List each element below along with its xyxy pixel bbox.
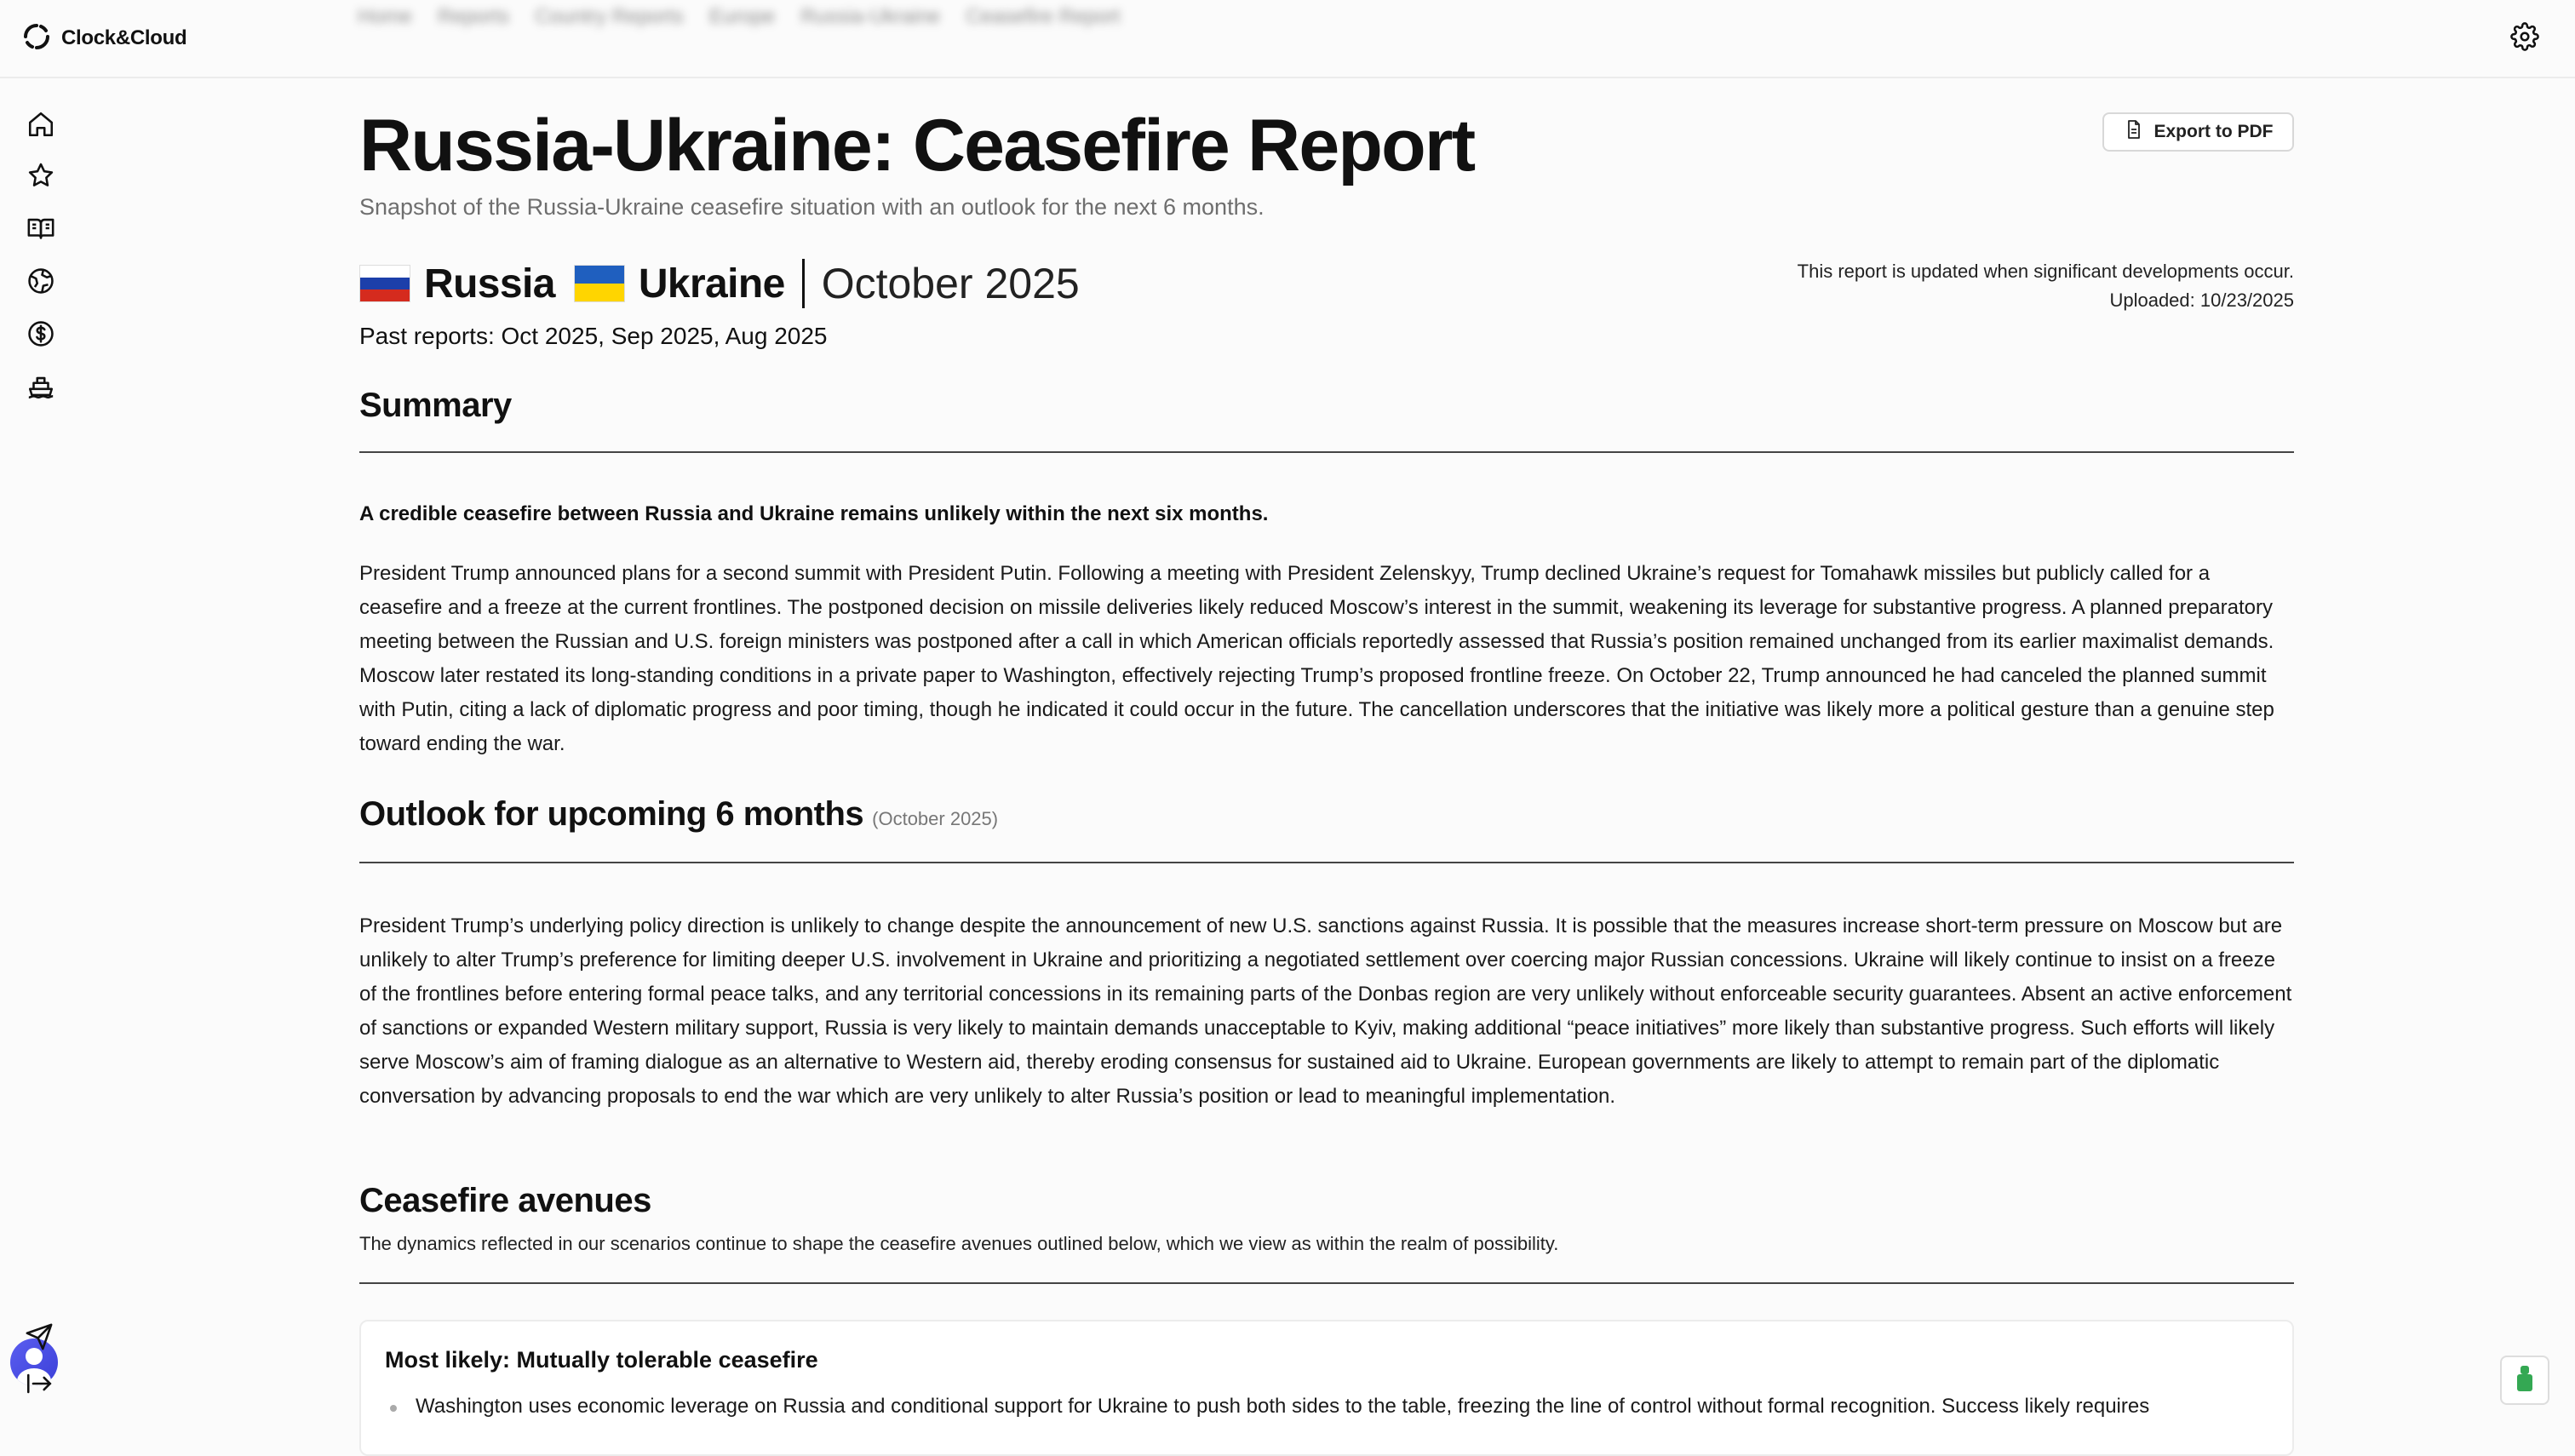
sidebar-item-library[interactable] bbox=[24, 213, 58, 247]
breadcrumb-item[interactable]: Russia-Ukraine bbox=[800, 5, 941, 28]
sidebar bbox=[0, 78, 82, 1430]
divider bbox=[359, 451, 2294, 453]
send-button[interactable] bbox=[22, 1321, 56, 1356]
sidebar-item-global[interactable] bbox=[24, 266, 58, 300]
outlook-title: Outlook for upcoming 6 months bbox=[359, 795, 864, 833]
book-icon bbox=[26, 214, 55, 247]
outlook-date: (October 2025) bbox=[872, 808, 999, 829]
breadcrumb-item: Ceasefire Report bbox=[966, 5, 1121, 28]
country-russia: Russia bbox=[424, 261, 555, 307]
export-pdf-label: Export to PDF bbox=[2153, 122, 2274, 141]
brand[interactable] bbox=[22, 23, 186, 54]
brand-name: Clock&Cloud bbox=[61, 26, 187, 49]
flag-russia-icon bbox=[359, 265, 410, 302]
outlook-heading bbox=[359, 795, 998, 834]
home-icon bbox=[26, 110, 55, 143]
summary-lead: A credible ceasefire between Russia and Ukraine remains unlikely within the next six months. bbox=[359, 502, 1269, 525]
breadcrumb-item[interactable]: Reports bbox=[438, 5, 510, 28]
ship-icon bbox=[26, 372, 55, 405]
avenues-note: The dynamics reflected in our scenarios continue to shape the ceasefire avenues outlined below, which we view as within the realm of possibility. bbox=[359, 1233, 1559, 1254]
sidebar-item-shipping[interactable] bbox=[24, 371, 58, 405]
sidebar-item-finance[interactable] bbox=[24, 318, 58, 353]
star-icon bbox=[26, 161, 55, 194]
upload-date: Uploaded: 10/23/2025 bbox=[2109, 289, 2294, 311]
page-subtitle: Snapshot of the Russia-Ukraine ceasefire situation with an outlook for the next 6 months. bbox=[359, 194, 1265, 220]
export-pdf-button[interactable] bbox=[2102, 112, 2294, 152]
document-icon bbox=[2124, 119, 2144, 145]
breadcrumb bbox=[358, 5, 1121, 29]
globe-icon bbox=[26, 267, 55, 300]
feedback-button[interactable] bbox=[2500, 1356, 2549, 1405]
logout-icon bbox=[25, 1369, 54, 1402]
gear-icon bbox=[2510, 22, 2539, 55]
update-note: This report is updated when significant developments occur. bbox=[1797, 261, 2294, 282]
logo-icon bbox=[22, 22, 51, 55]
outlook-body: President Trump’s underlying policy direction is unlikely to change despite the announcement of new U.S. sanctions against Russia. It is possible that the measures increase short-term pressure on Moscow but are unlikely to alter Trump’s preference for limiting deeper U.S. involvement in Ukraine and prioritizing a negotiated settlement over coercing major Russian concessions. Ukraine will likely continue to insist on a freeze of the frontlines before entering formal peace talks, and any territorial concessions in its remaining parts of the Donbas region are very unlikely without enforceable security guarantees. Absent an active enforcement of sanctions or expanded Western military support, Russia is very likely to maintain demands unacceptable to Kyiv, making additional “peace initiatives” more likely than substantive progress. Such efforts will likely serve Moscow’s aim of framing dialogue as an alternative to Western aid, thereby eroding consensus for sustained aid to Ukraine. European governments are likely to attempt to remain part of the diplomatic conversation by advancing proposals to end the war which are very unlikely to alter Russia’s position or lead to meaningful implementation. bbox=[359, 914, 2292, 1108]
breadcrumb-item[interactable]: Home bbox=[358, 5, 413, 28]
divider bbox=[359, 1282, 2294, 1284]
report-month: October 2025 bbox=[821, 260, 1080, 307]
past-reports: Past reports: Oct 2025, Sep 2025, Aug 2025 bbox=[359, 323, 828, 349]
summary-body: President Trump announced plans for a second summit with President Putin. Following a meeting with President Zelenskyy, Trump declined Ukraine’s request for Tomahawk missiles but publicly called for a ceasefire and a freeze at the current frontlines. The postponed decision on missile deliveries likely reduced Moscow’s interest in the summit, weakening its leverage for substantive progress. A planned preparatory meeting between the Russian and U.S. foreign ministers was postponed after a call in which American officials reportedly assessed that Russia’s position remained unchanged from its earlier maximalist demands. Moscow later restated its long-standing conditions in a private paper to Washington, effectively rejecting Trump’s proposed frontline freeze. On October 22, Trump announced he had canceled the planned summit with Putin, citing a lack of diplomatic progress and poor timing, though he indicated it could occur in the future. The cancellation underscores that the initiative was likely more a political gesture than a genuine step toward ending the war. bbox=[359, 562, 2274, 755]
breadcrumb-item[interactable]: Country Reports bbox=[535, 5, 684, 28]
breadcrumb-item[interactable]: Europe bbox=[708, 5, 776, 28]
settings-button[interactable] bbox=[2507, 20, 2543, 56]
country-row bbox=[359, 259, 1080, 308]
update-info bbox=[1798, 257, 2294, 315]
send-icon bbox=[25, 1322, 54, 1356]
sidebar-item-favorites[interactable] bbox=[24, 160, 58, 194]
sidebar-item-home[interactable] bbox=[24, 109, 58, 143]
top-bar bbox=[0, 0, 2575, 78]
dollar-icon bbox=[26, 319, 55, 353]
avenues-heading: Ceasefire avenues bbox=[359, 1182, 651, 1219]
scenario-card bbox=[359, 1320, 2294, 1456]
scenario-title: Most likely: Mutually tolerable ceasefire bbox=[385, 1347, 818, 1373]
page-title: Russia-Ukraine: Ceasefire Report bbox=[359, 105, 1475, 186]
divider bbox=[802, 259, 805, 308]
bullet bbox=[390, 1405, 397, 1412]
divider bbox=[359, 862, 2294, 863]
flag-ukraine-icon bbox=[574, 265, 625, 302]
summary-heading: Summary bbox=[359, 387, 512, 424]
country-ukraine: Ukraine bbox=[638, 261, 785, 307]
scenario-text: Washington uses economic leverage on Russia and conditional support for Ukraine to push both sides to the table, freezing the line of control without formal recognition. Success likely requires bbox=[416, 1395, 2150, 1418]
feedback-icon bbox=[2515, 1364, 2534, 1397]
logout-button[interactable] bbox=[22, 1368, 56, 1402]
